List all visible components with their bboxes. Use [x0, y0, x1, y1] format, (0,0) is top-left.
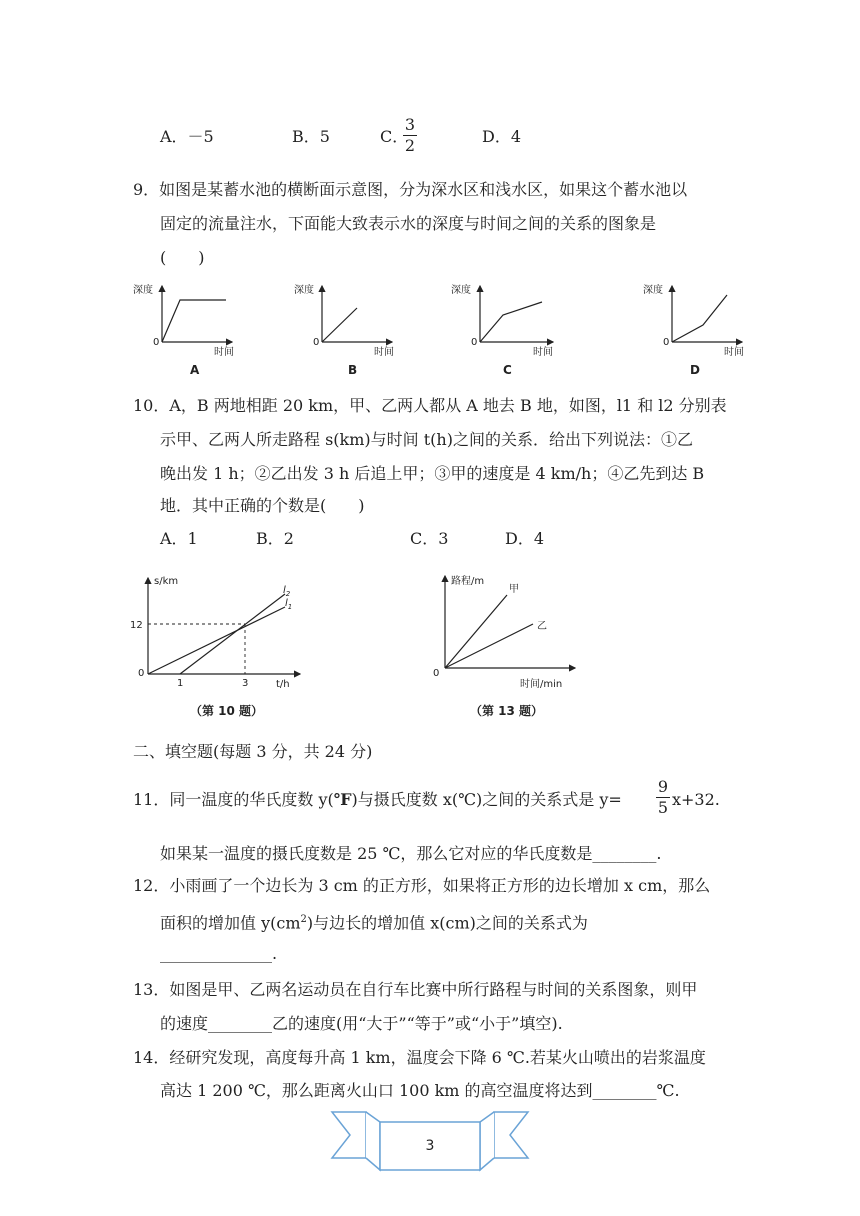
q10-option-c: C．3 — [410, 529, 449, 548]
origin-label: 0 — [471, 337, 478, 348]
q12-text-line1: 12．小雨画了一个边长为 3 cm 的正方形，如果将正方形的边长增加 x cm，那么 — [133, 876, 711, 895]
origin-label: 0 — [138, 668, 145, 679]
q10-option-d: D．4 — [505, 529, 545, 548]
series-label-yi: 乙 — [537, 621, 547, 632]
axis-label-time: 时间 — [724, 347, 744, 358]
figure-caption: （第 10 题） — [190, 704, 264, 718]
q10-option-b: B．2 — [256, 529, 294, 548]
axis-label-s: s/km — [154, 576, 179, 587]
line-jia — [445, 595, 507, 668]
q10-text-line1: 10．A，B 两地相距 20 km，甲、乙两人都从 A 地去 B 地，如图，l1 和 l2 分别表 — [133, 396, 727, 415]
origin-label: 0 — [153, 337, 160, 348]
page-number-ribbon — [330, 1108, 530, 1178]
graph-label-c: C — [503, 363, 512, 377]
axis-label-depth: 深度 — [133, 285, 153, 296]
q8-option-a: A．－5 — [160, 127, 214, 146]
q9-text-line2: 固定的流量注水，下面能大致表示水的深度与时间之间的关系的图象是 — [160, 214, 657, 233]
q9-graph-a — [133, 283, 234, 377]
axis-label-depth: 深度 — [294, 285, 314, 296]
origin-label: 0 — [663, 337, 670, 348]
q13-text-line2: 的速度________乙的速度(用“大于”“等于”或“小于”填空). — [160, 1014, 563, 1033]
tick-label-12: 12 — [130, 620, 143, 631]
superscript-2: 2 — [300, 914, 307, 925]
q9-text-line1: 9．如图是某蓄水池的横断面示意图，分为深水区和浅水区，如果这个蓄水池以 — [133, 180, 688, 199]
q10-text-line3: 晚出发 1 h；②乙出发 3 h 后追上甲；③甲的速度是 4 km/h；④乙先到达 B — [160, 464, 705, 483]
q11-text-line2: 如果某一温度的摄氏度数是 25 ℃，那么它对应的华氏度数是________. — [160, 844, 662, 863]
axis-label-depth: 深度 — [643, 285, 663, 296]
axis-label-depth: 深度 — [451, 285, 471, 296]
axis-label-time: 时间/min — [520, 679, 563, 690]
line-yi — [445, 624, 533, 668]
line-l2 — [180, 594, 285, 674]
q9-graph-b — [294, 283, 394, 377]
q11-text-formula-end: x+32. — [672, 790, 720, 809]
q11-text-a: 11．同一温度的华氏度数 y( — [133, 790, 334, 809]
section-title: 二、填空题(每题 3 分，共 24 分) — [133, 742, 373, 761]
figure-q10 — [130, 570, 330, 720]
figure-caption: （第 13 题） — [470, 704, 544, 718]
q9-text-line3: ( ) — [160, 248, 205, 267]
q8-option-c-fraction — [403, 117, 417, 154]
axis-label-time: 时间 — [374, 347, 394, 358]
origin-label: 0 — [433, 668, 440, 679]
q10-text-line2: 示甲、乙两人所走路程 s(km)与时间 t(h)之间的关系．给出下列说法：①乙 — [160, 430, 693, 449]
q9-graph-d — [643, 283, 744, 377]
q8-option-b: B．5 — [292, 127, 330, 146]
q14-text-line1: 14．经研究发现，高度每升高 1 km，温度会下降 6 ℃.若某火山喷出的岩浆温度 — [133, 1048, 706, 1067]
q14-text-line2: 高达 1 200 ℃，那么距离火山口 100 km 的高空温度将达到________℃. — [160, 1081, 680, 1100]
origin-label: 0 — [313, 337, 320, 348]
axis-label-t: t/h — [276, 679, 290, 690]
page-number: 3 — [425, 1138, 435, 1154]
q11-text-line1 — [133, 792, 622, 808]
q10-option-a: A．1 — [160, 529, 198, 548]
q8-option-d: D．4 — [482, 127, 522, 146]
fraction-numerator: 3 — [404, 115, 416, 134]
axis-label-distance: 路程/m — [451, 576, 485, 587]
q12-blank: ______________. — [160, 944, 278, 963]
q9-graphs — [0, 278, 860, 388]
fraction-numerator: 9 — [657, 777, 669, 796]
q10-text-line4: 地．其中正确的个数是( ) — [160, 496, 365, 515]
tick-label-1: 1 — [177, 678, 184, 689]
q9-graph-c — [451, 283, 553, 377]
q13-text-line1: 13．如图是甲、乙两名运动员在自行车比赛中所行路程与时间的关系图象，则甲 — [133, 980, 698, 999]
q12-text-b: )与边长的增加值 x(cm)之间的关系式为 — [306, 913, 588, 933]
fraction-denominator: 5 — [657, 798, 669, 817]
q12-text-a: 面积的增加值 y(cm — [160, 913, 301, 933]
line-l1 — [148, 607, 285, 674]
series-label-jia: 甲 — [509, 584, 519, 595]
q8-option-c: C． — [380, 127, 409, 146]
tick-label-3: 3 — [242, 678, 249, 689]
graph-label-a: A — [190, 363, 200, 377]
q11-text-b: )与摄氏度数 x(℃)之间的关系式是 y= — [351, 790, 622, 809]
line-l2-label: $l_2$ — [283, 585, 291, 598]
figure-q13 — [425, 570, 625, 720]
line-l1-label: $l_1$ — [285, 598, 293, 611]
axis-label-time: 时间 — [533, 347, 553, 358]
graph-label-d: D — [690, 363, 700, 377]
fraction-denominator: 2 — [404, 136, 416, 155]
axis-label-time: 时间 — [214, 347, 234, 358]
q11-fraction — [656, 779, 670, 816]
graph-label-b: B — [348, 363, 358, 377]
q12-text-line2 — [160, 912, 588, 931]
fahrenheit-unit: ℉ — [333, 790, 352, 809]
